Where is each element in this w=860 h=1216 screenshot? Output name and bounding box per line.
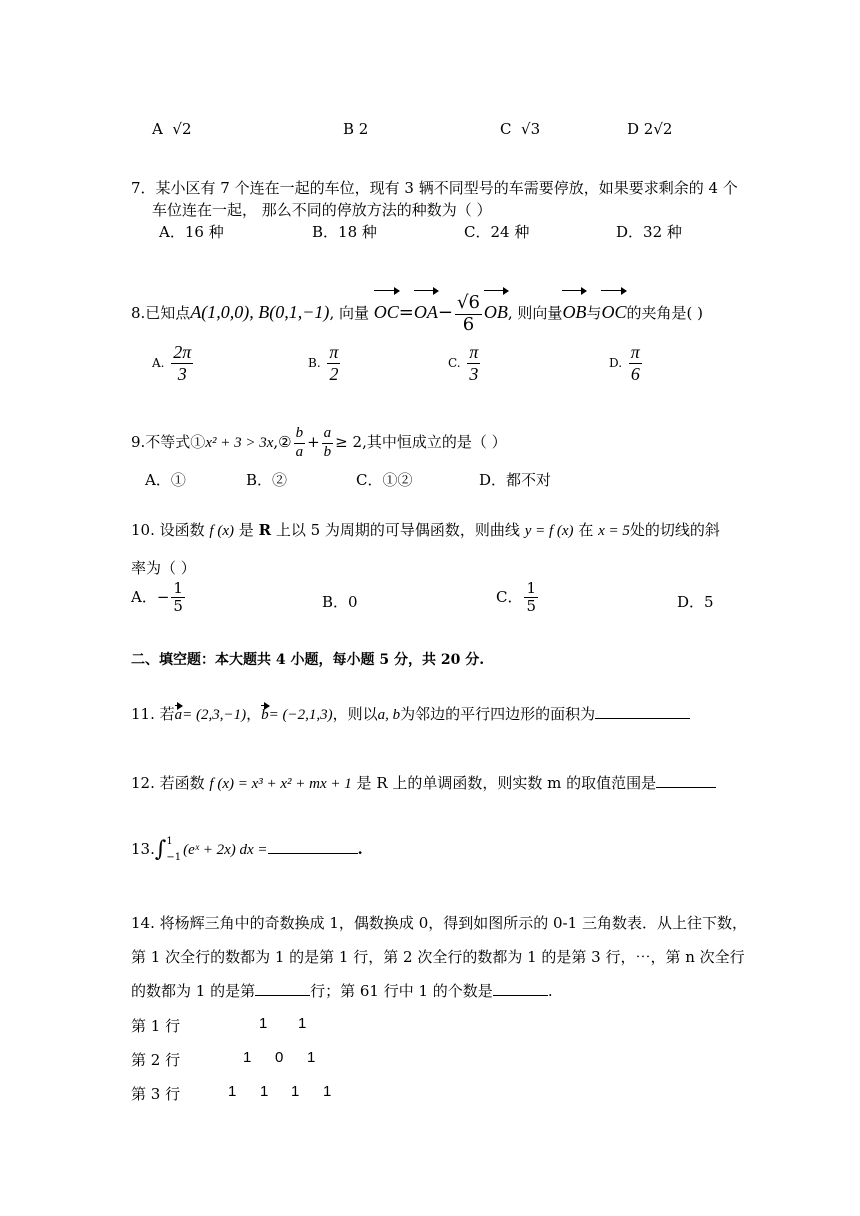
q9-option-d: D．都不对 [479,471,552,489]
q14-line1: 14. 将杨辉三角中的奇数换成 1，偶数换成 0，得到如图所示的 0-1 三角数表．从上往下数， [131,914,747,932]
q8-option-c: C. $\frac{\pi}{3}$ [448,342,479,384]
triangle-row-1-label: 第 1 行 [131,1017,181,1035]
q6-option-a-value: √2 [172,120,192,138]
q10-option-c: C． $\frac{1}{5}$ [496,579,537,616]
q8-vec-oc: OC [374,292,399,332]
q12-answer-blank[interactable] [656,787,716,788]
q8-vec-oc2: OC [601,292,626,332]
triangle-row-1-value: 1 [298,1015,307,1032]
q7-line2: 车位连在一起， 那么不同的停放方法的种数为（ ） [152,201,492,219]
triangle-row-3-value: 1 [260,1083,269,1100]
q14-answer-blank-2[interactable] [493,995,548,996]
integral-sign: ∫ [154,837,167,862]
q7-option-a: A．16 种 [159,223,224,241]
triangle-row-3-value: 1 [291,1083,300,1100]
q14-line3: 的数都为 1 的是第 行；第 61 行中 1 的个数是 . [131,982,553,1000]
q14-answer-blank-1[interactable] [255,995,310,996]
q7-line1: 7．某小区有 7 个连在一起的车位，现有 3 辆不同型号的车需要停放，如果要求剩余的 4 个 [131,179,738,197]
triangle-row-3-value: 1 [323,1083,332,1100]
triangle-row-2-value: 1 [307,1049,316,1066]
q13-stem: 13.∫ 1 −1 (eˣ + 2x) dx = . [131,836,363,863]
q9-option-a: A．① [145,471,186,489]
triangle-row-3-label: 第 3 行 [131,1085,181,1103]
q11-answer-blank[interactable] [595,718,690,719]
q7-option-b: B．18 种 [312,223,377,241]
q8-vec-ob: OB [484,292,508,332]
q13-answer-blank[interactable] [268,853,358,854]
triangle-row-2-value: 1 [243,1049,252,1066]
triangle-row-3-value: 1 [228,1083,237,1100]
q9-expr1: x² + 3 > 3x [205,435,274,451]
triangle-row-2-label: 第 2 行 [131,1051,181,1069]
q9-option-c: C．①② [356,471,413,489]
q6-option-c-value: √3 [521,120,541,138]
q10-option-a: A．− $\frac{1}{5}$ [131,579,183,616]
triangle-row-2-value: 0 [275,1049,284,1066]
q7-option-c: C．24 种 [464,223,530,241]
q10-option-b: B．0 [322,593,358,611]
q8-vec-ob2: OB [562,292,586,332]
q11-stem: 11. 若a= (2,3,−1)，b= (−2,1,3)，则以a, b为邻边的平行四边形的面积为 [131,703,690,724]
q8-points: A(1,0,0), B(0,1,−1) [190,302,330,322]
q8-option-a: A. $\frac{2\pi}{3}$ [152,342,192,384]
q9-stem: 9.不等式①x² + 3 > 3x,② $\frac{b}{a}$ + $\frac{a}{b}$ ≥ 2,其中恒成立的是（ ） [131,425,507,460]
section-heading: 二、填空题：本大题共 4 小题，每小题 5 分，共 20 分. [131,652,485,668]
q8-vec-oa: OA [414,292,438,332]
q9-option-b: B．② [246,471,288,489]
q14-line2: 第 1 次全行的数都为 1 的是第 1 行，第 2 次全行的数都为 1 的是第 3 行，⋯，第 n 次全行 [131,948,745,966]
q8-fraction: $\frac{√6}{6}$ [456,291,480,335]
q8-option-d: D. $\frac{\pi}{6}$ [609,342,640,384]
q6-option-c: C √3 [500,120,541,138]
q8-option-b: B. $\frac{\pi}{2}$ [308,342,339,384]
q10-line1: 10. 设函数 f (x) 是 R 上以 5 为周期的可导偶函数，则曲线 y = f (x) 在 x = 5处的切线的斜 [131,521,720,539]
q6-option-d: D 2√2 [627,120,673,138]
q6-option-a: A √2 [152,120,192,138]
triangle-row-1-value: 1 [259,1015,268,1032]
q12-stem: 12. 若函数 f (x) = x³ + x² + mx + 1 是 R 上的单调函数，则实数 m 的取值范围是 [131,772,716,793]
q7-option-d: D．32 种 [616,223,682,241]
q10-line2: 率为（ ） [131,559,196,577]
q6-option-b: B 2 [343,120,369,138]
q10-option-d: D．5 [677,593,714,611]
q8-stem: 8.已知点A(1,0,0), B(0,1,−1), 向量 OC=OA− $\frac{√6}{6}$ OB, 则向量OB与OC的夹角是( ) [131,291,703,335]
